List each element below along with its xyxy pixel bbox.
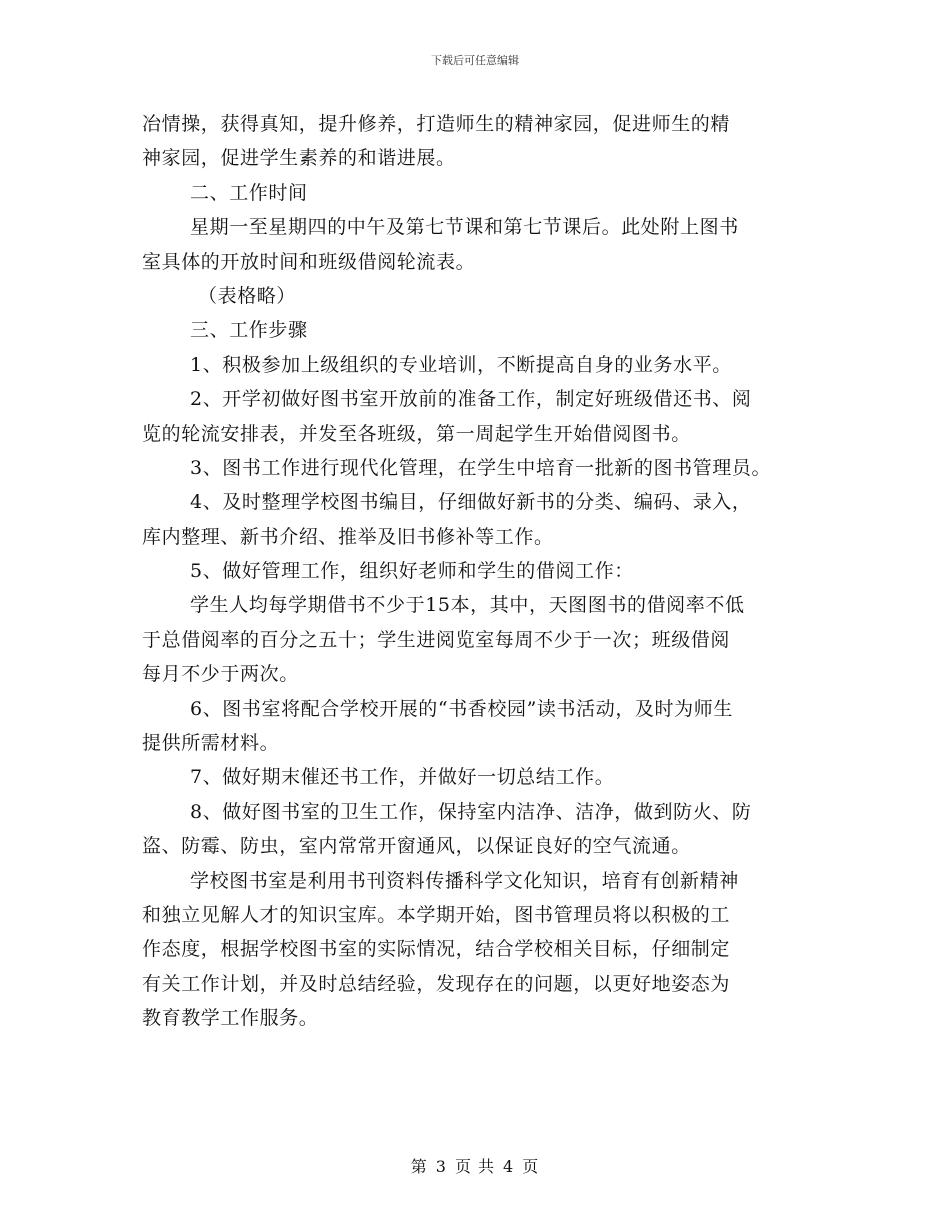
text-line: 2、开学初做好图书室开放前的准备工作，制定好班级借还书、阅 xyxy=(190,388,752,411)
text-line: 4、及时整理学校图书编目，仔细做好新书的分类、编码、录入， xyxy=(190,491,752,514)
footer-suffix: 页 xyxy=(522,1157,540,1176)
text-line: 星期一至星期四的中午及第七节课和第七节课后。此处附上图书 xyxy=(190,216,739,239)
text-line: 于总借阅率的百分之五十；学生进阅览室每周不少于一次；班级借阅 xyxy=(142,628,731,651)
text-line: 提供所需材料。 xyxy=(142,732,280,755)
text-line: 作态度，根据学校图书室的实际情况，结合学校相关目标，仔细制定 xyxy=(142,938,731,961)
section-heading: 三、工作步骤 xyxy=(190,319,308,342)
text-line: （表格略） xyxy=(198,284,297,307)
text-line: 5、做好管理工作，组织好老师和学生的借阅工作： xyxy=(190,560,634,583)
footer-prefix: 第 xyxy=(410,1157,428,1176)
section-heading: 二、工作时间 xyxy=(190,181,308,204)
text-line: 8、做好图书室的卫生工作，保持室内洁净、洁净，做到防火、防 xyxy=(190,800,752,823)
text-line: 教育教学工作服务。 xyxy=(142,1007,319,1030)
text-line: 学生人均每学期借书不少于15本，其中，天图图书的借阅率不低 xyxy=(190,594,745,617)
footer-total-pages: 4 xyxy=(503,1157,515,1176)
text-line: 6、图书室将配合学校开展的“书香校园”读书活动，及时为师生 xyxy=(190,697,733,720)
text-line: 室具体的开放时间和班级借阅轮流表。 xyxy=(142,250,476,273)
page-header: 下载后可任意编辑 xyxy=(431,54,519,67)
text-line: 学校图书室是利用书刊资料传播科学文化知识，培育有创新精神 xyxy=(190,869,739,892)
document-body xyxy=(142,107,832,1036)
text-line: 7、做好期末催还书工作，并做好一切总结工作。 xyxy=(190,766,615,789)
page-footer xyxy=(0,1154,950,1177)
text-line: 神家园，促进学生素养的和谐进展。 xyxy=(142,147,456,170)
footer-middle: 页 共 xyxy=(454,1157,496,1176)
text-line: 库内整理、新书介绍、推举及旧书修补等工作。 xyxy=(142,525,554,548)
footer-page-number: 3 xyxy=(435,1157,447,1176)
text-line: 3、图书工作进行现代化管理，在学生中培育一批新的图书管理员。 xyxy=(190,456,772,479)
text-line: 盗、防霉、防虫，室内常常开窗通风，以保证良好的空气流通。 xyxy=(142,835,691,858)
text-line: 览的轮流安排表，并发至各班级，第一周起学生开始借阅图书。 xyxy=(142,422,691,445)
text-line: 和独立见解人才的知识宝库。本学期开始，图书管理员将以积极的工 xyxy=(142,903,731,926)
text-line: 1、积极参加上级组织的专业培训，不断提高自身的业务水平。 xyxy=(190,353,732,376)
text-line: 有关工作计划，并及时总结经验，发现存在的问题，以更好地姿态为 xyxy=(142,972,731,995)
text-line: 每月不少于两次。 xyxy=(142,663,299,686)
text-line: 冶情操，获得真知，提升修养，打造师生的精神家园，促进师生的精 xyxy=(142,113,731,135)
